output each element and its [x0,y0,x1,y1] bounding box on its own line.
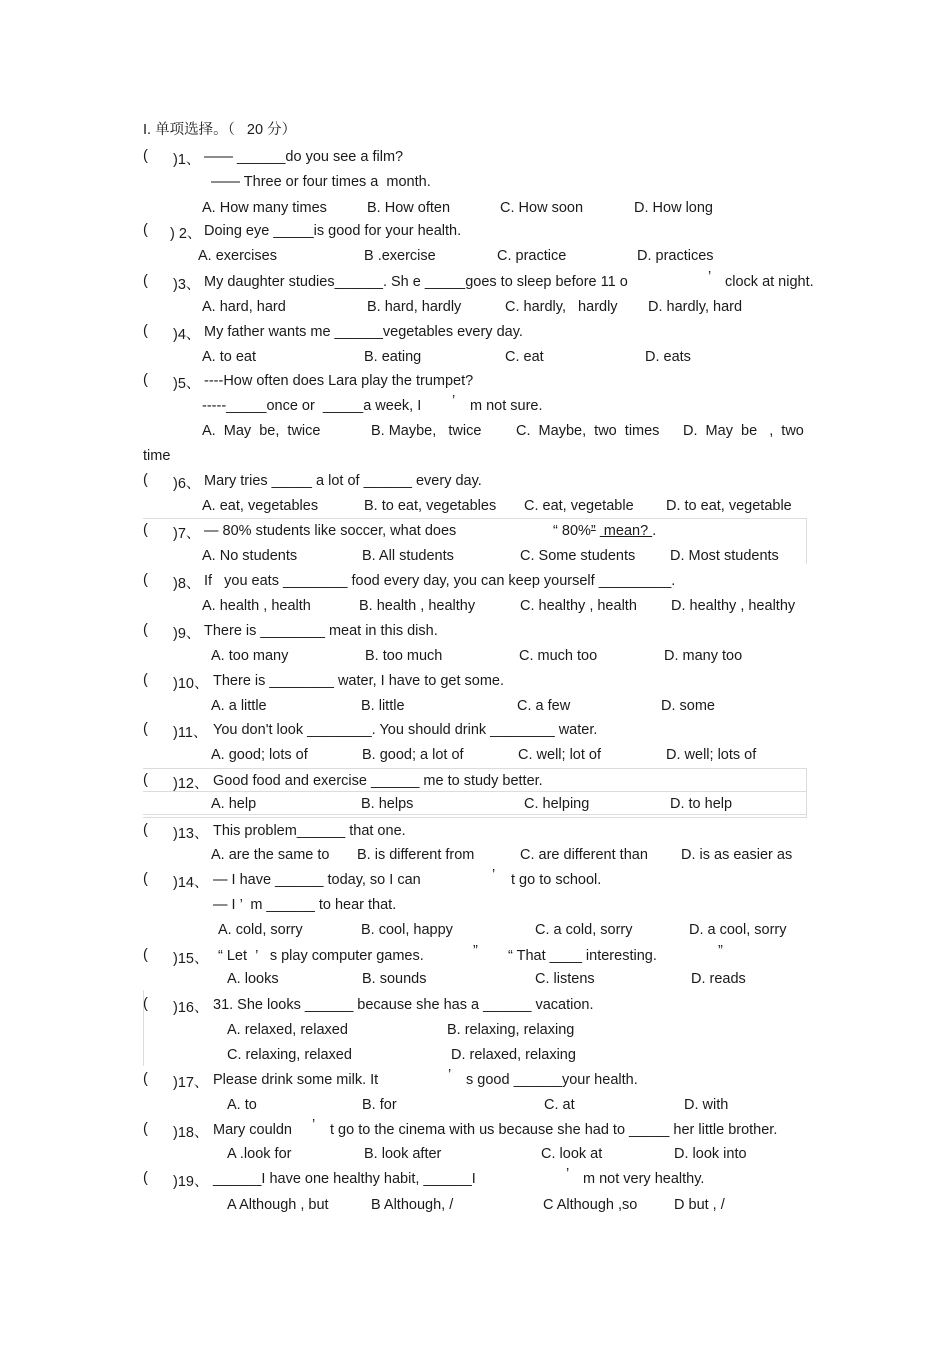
option-c: C. well; lot of [518,747,601,763]
option-b: B. too much [365,648,443,664]
question-quote: “ 80%” mean? . [553,523,657,539]
option-c: C. helping [524,796,590,812]
option-a: A. exercises [198,248,277,264]
question-stem: — 80% students like soccer, what does [204,523,457,539]
option-c: C. much too [519,648,598,664]
option-a: A. looks [227,971,279,987]
question-number: )11、 [173,725,208,741]
answer-paren-open: ( [143,472,148,488]
option-c: C. a few [517,698,571,714]
question-stem-tail: m not sure. [470,398,543,414]
option-c: C. eat [505,349,544,365]
answer-paren-open: ( [143,672,148,688]
option-d: D. reads [691,971,746,987]
question-number: )7、 [173,526,201,542]
question-number: )10、 [173,676,209,692]
option-a: A. How many times [202,200,327,216]
question-stem: “ Let ’ s play computer games. [218,948,424,964]
option-c: C. Some students [520,548,636,564]
question-stem: Good food and exercise ______ me to study better. [213,773,543,789]
table-rule [143,814,807,815]
question-stem: 31. She looks ______ because she has a ______ vacation. [213,997,594,1013]
question-stem: My daughter studies______. Sh e _____goes to sleep before 11 o [204,274,628,290]
option-d: D. May be , two [683,423,804,439]
question-number: )6、 [173,476,201,492]
answer-paren-open: ( [143,822,148,838]
option-a: A. are the same to [211,847,330,863]
answer-paren-open: ( [143,323,148,339]
option-a: A. eat, vegetables [202,498,319,514]
answer-paren-open: ( [143,1170,148,1186]
option-a: A. May be, twice [202,423,321,439]
option-b: B. sounds [362,971,427,987]
question-stem-line2: —— Three or four times a month. [211,174,431,190]
option-c: C. are different than [520,847,648,863]
option-d: D. well; lots of [666,747,757,763]
option-b: B. hard, hardly [367,299,462,315]
option-a: A. hard, hard [202,299,286,315]
table-rule [806,518,807,564]
question-number: )5、 [173,376,201,392]
option-d: D. Most students [670,548,779,564]
option-b: B. health , healthy [359,598,476,614]
option-c: C Although ,so [543,1197,638,1213]
question-stem-tail: t go to the cinema with us because she had to _____ her little brother. [330,1122,778,1138]
quote-mark: ” [473,943,478,959]
option-c: C. relaxing, relaxed [227,1047,352,1063]
answer-paren-open: ( [143,273,148,289]
option-b: B. good; a lot of [362,747,464,763]
answer-paren-open: ( [143,622,148,638]
option-a: A. health , health [202,598,311,614]
question-number: )9、 [173,626,201,642]
question-stem-line2: -----_____once or _____a week, I [202,398,422,414]
option-b: B. All students [362,548,454,564]
option-b: B. to eat, vegetables [364,498,497,514]
question-number: )19、 [173,1174,209,1190]
answer-paren-open: ( [143,721,148,737]
option-a: A. to [227,1097,257,1113]
question-stem-tail: t go to school. [511,872,602,888]
option-b: B. helps [361,796,414,812]
question-stem: There is ________ meat in this dish. [204,623,438,639]
question-stem-b: “ That ____ interesting. [508,948,657,964]
question-number: )3、 [173,277,201,293]
option-b: B. relaxing, relaxing [447,1022,575,1038]
option-a: A Although , but [227,1197,329,1213]
option-b: B. cool, happy [361,922,453,938]
quote-mark: ” [718,943,723,959]
option-a: A. help [211,796,257,812]
apostrophe: ’ [708,269,712,285]
apostrophe: ’ [312,1117,316,1133]
table-rule [143,791,807,792]
option-d: D. to eat, vegetable [666,498,792,514]
option-d: D. healthy , healthy [671,598,796,614]
option-d: D. a cool, sorry [689,922,787,938]
question-stem: If you eats ________ food every day, you can keep yourself _________. [204,573,676,589]
apostrophe: ’ [448,1067,452,1083]
question-stem: —— ______do you see a film? [204,149,404,165]
question-stem: My father wants me ______vegetables every day. [204,324,523,340]
option-b: B. for [362,1097,397,1113]
question-number: )8、 [173,576,201,592]
question-stem-tail: m not very healthy. [583,1171,705,1187]
question-number: )14、 [173,875,209,891]
question-number: )16、 [173,1000,209,1016]
question-stem-tail: s good ______your health. [466,1072,638,1088]
option-d: D. relaxed, relaxing [451,1047,576,1063]
option-c: C. hardly, hardly [505,299,618,315]
option-d-wrap: time [143,448,171,464]
question-stem: Please drink some milk. It [213,1072,379,1088]
option-d: D. with [684,1097,729,1113]
question-stem: — I have ______ today, so I can [213,872,421,888]
answer-paren-open: ( [143,871,148,887]
option-d: D. look into [674,1146,747,1162]
option-c: C. healthy , health [520,598,637,614]
question-stem: There is ________ water, I have to get some. [213,673,504,689]
table-rule [143,518,807,519]
option-d: D. hardly, hard [648,299,743,315]
option-c: C. listens [535,971,595,987]
option-a: A .look for [227,1146,292,1162]
option-a: A. too many [211,648,289,664]
section-title: I. 单项选择。（ 20 分） [143,122,297,138]
option-c: C. a cold, sorry [535,922,633,938]
answer-paren-open: ( [143,522,148,538]
apostrophe: ’ [566,1166,570,1182]
option-b: B. eating [364,349,422,365]
question-stem-line2: — I ’ m ______ to hear that. [213,897,397,913]
option-b: B. Maybe, twice [371,423,482,439]
table-rule [143,817,807,818]
answer-paren-open: ( [143,572,148,588]
option-a: A. No students [202,548,298,564]
option-d: D. to help [670,796,733,812]
question-stem: This problem______ that one. [213,823,406,839]
table-rule [143,768,807,769]
option-b: B. How often [367,200,451,216]
option-d: D. is as easier as [681,847,793,863]
option-c: C. Maybe, two times [516,423,660,439]
option-b: B. look after [364,1146,442,1162]
option-d: D. eats [645,349,691,365]
option-c: C. eat, vegetable [524,498,634,514]
question-number: )13、 [173,826,209,842]
option-b: B .exercise [364,248,436,264]
option-b: B Although, / [371,1197,454,1213]
answer-paren-open: ( [143,1121,148,1137]
question-number: )12、 [173,776,209,792]
question-number: )15、 [173,951,209,967]
question-stem: Mary tries _____ a lot of ______ every day. [204,473,482,489]
option-c: C. How soon [500,200,584,216]
question-stem-tail: clock at night. [725,274,814,290]
apostrophe: ’ [452,393,456,409]
option-b: B. is different from [357,847,475,863]
option-c: C. practice [497,248,567,264]
question-number: )18、 [173,1125,209,1141]
answer-paren-open: ( [143,222,148,238]
answer-paren-open: ( [143,947,148,963]
option-a: A. good; lots of [211,747,308,763]
option-c: C. at [544,1097,575,1113]
answer-paren-open: ( [143,372,148,388]
answer-paren-open: ( [143,772,148,788]
question-number: )1、 [173,152,201,168]
question-stem: ----How often does Lara play the trumpet? [204,373,474,389]
answer-paren-open: ( [143,996,148,1012]
option-d: D. some [661,698,715,714]
answer-paren-open: ( [143,1071,148,1087]
table-rule [806,768,807,818]
question-stem: Doing eye _____is good for your health. [204,223,462,239]
answer-paren-open: ( [143,148,148,164]
option-d: D. many too [664,648,743,664]
question-stem: Mary couldn [213,1122,292,1138]
option-a: A. relaxed, relaxed [227,1022,348,1038]
option-d: D. practices [637,248,714,264]
question-number: ) 2、 [170,226,202,242]
option-a: A. a little [211,698,267,714]
option-a: A. to eat [202,349,257,365]
option-c: C. look at [541,1146,603,1162]
question-stem: ______I have one healthy habit, ______I [213,1171,476,1187]
question-number: )4、 [173,327,201,343]
option-d: D. How long [634,200,713,216]
question-stem: You don't look ________. You should drink ________ water. [213,722,598,738]
option-a: A. cold, sorry [218,922,303,938]
option-d: D but , / [674,1197,725,1213]
apostrophe: ’ [492,867,496,883]
option-b: B. little [361,698,405,714]
question-number: )17、 [173,1075,209,1091]
